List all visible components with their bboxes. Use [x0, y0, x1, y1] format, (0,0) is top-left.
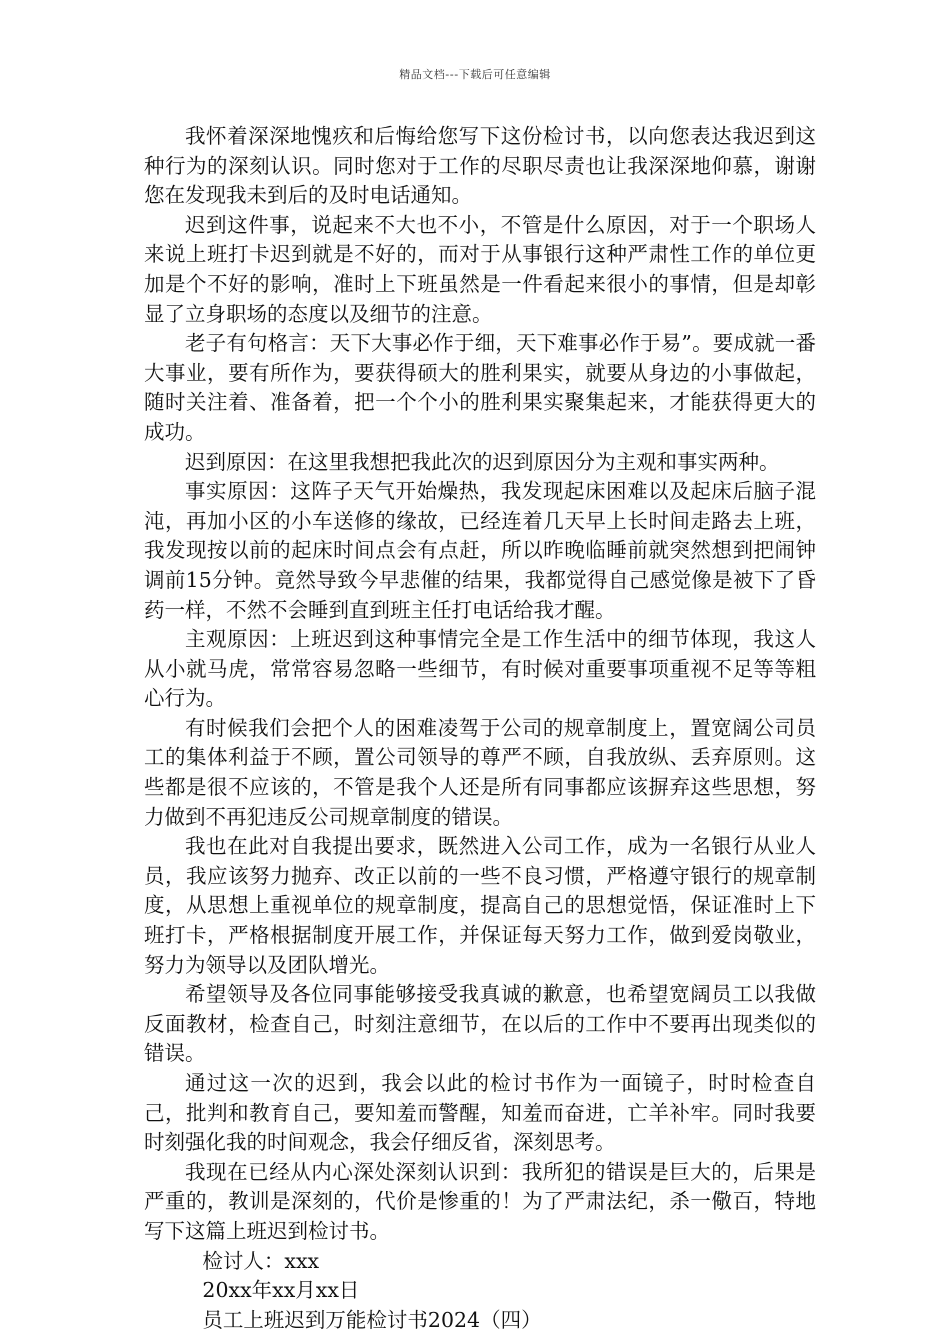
paragraph-1: 我怀着深深地愧疚和后悔给您写下这份检讨书，以向您表达我迟到这种行为的深刻认识。同时您对于工作的尽职尽责也让我深深地仰慕，谢谢您在发现我未到后的及时电话通知。 [144, 124, 816, 208]
paragraph-3: 老子有句格言：天下大事必作于细，天下难事必作于易”。要成就一番大事业，要有所作为，要获得硕大的胜利果实，就要从身边的小事做起，随时关注着、准备着，把一个个小的胜利果实聚集起来，才能获得更大的成功。 [144, 331, 816, 444]
paragraph-8: 我也在此对自我提出要求，既然进入公司工作，成为一名银行从业人员，我应该努力抛弃、改正以前的一些不良习惯，严格遵守银行的规章制度，从思想上重视单位的规章制度，提高自己的思想觉悟，保证准时上下班打卡，严格根据制度开展工作，并保证每天努力工作，做到爱岗敬业，努力为领导以及团队增光。 [144, 834, 816, 977]
signature-reviewer: 检讨人：xxx [202, 1248, 320, 1273]
paragraph-10: 通过这一次的迟到，我会以此的检讨书作为一面镜子，时时检查自己，批判和教育自己，要知羞而警醒，知羞而奋进，亡羊补牢。同时我要时刻强化我的时间观念，我会仔细反省，深刻思考。 [144, 1071, 816, 1155]
signature-date: 20xx年xx月xx日 [202, 1278, 360, 1303]
paragraph-7: 有时候我们会把个人的困难凌驾于公司的规章制度上，置宽阔公司员工的集体利益于不顾，置公司领导的尊严不顾，自我放纵、丢弃原则。这些都是很不应该的，不管是我个人还是所有同事都应该摒弃这些思想，努力做到不再犯违反公司规章制度的错误。 [144, 715, 816, 829]
paragraph-4: 迟到原因：在这里我想把我此次的迟到原因分为主观和事实两种。 [185, 449, 780, 474]
paragraph-6: 主观原因：上班迟到这种事情完全是工作生活中的细节体现，我这人从小就马虎，常常容易忽略一些细节，有时候对重要事项重视不足等等粗心行为。 [144, 627, 816, 711]
paragraph-2: 迟到这件事，说起来不大也不小，不管是什么原因，对于一个职场人来说上班打卡迟到就是不好的，而对于从事银行这种严肃性工作的单位更加是个不好的影响，准时上下班虽然是一件看起来很小的事情，但是却彰显了立身职场的态度以及细节的注意。 [144, 212, 816, 326]
paragraph-9: 希望领导及各位同事能够接受我真诚的歉意，也希望宽阔员工以我做反面教材，检查自己，时刻注意细节，在以后的工作中不要再出现类似的错误。 [144, 982, 816, 1066]
next-section-title: 员工上班迟到万能检讨书2024（四） [202, 1307, 542, 1332]
paragraph-5: 事实原因：这阵子天气开始燥热，我发现起床困难以及起床后脑子混沌，再加小区的小车送修的缘故，已经连着几天早上长时间走路去上班，我发现按以前的起床时间点会有点赶，所以昨晚临睡前就突然想到把闹钟调前15分钟。竟然导致今早悲催的结果，我都觉得自己感觉像是被下了昏药一样，不然不会睡到直到班主任打电话给我才醒。 [144, 479, 816, 622]
document-body [144, 122, 816, 1335]
paragraph-11: 我现在已经从内心深处深刻认识到：我所犯的错误是巨大的，后果是严重的，教训是深刻的，代价是惨重的！为了严肃法纪，杀一儆百，特地写下这篇上班迟到检讨书。 [144, 1159, 816, 1243]
page-header: 精品文档---下载后可任意编辑 [399, 68, 551, 81]
